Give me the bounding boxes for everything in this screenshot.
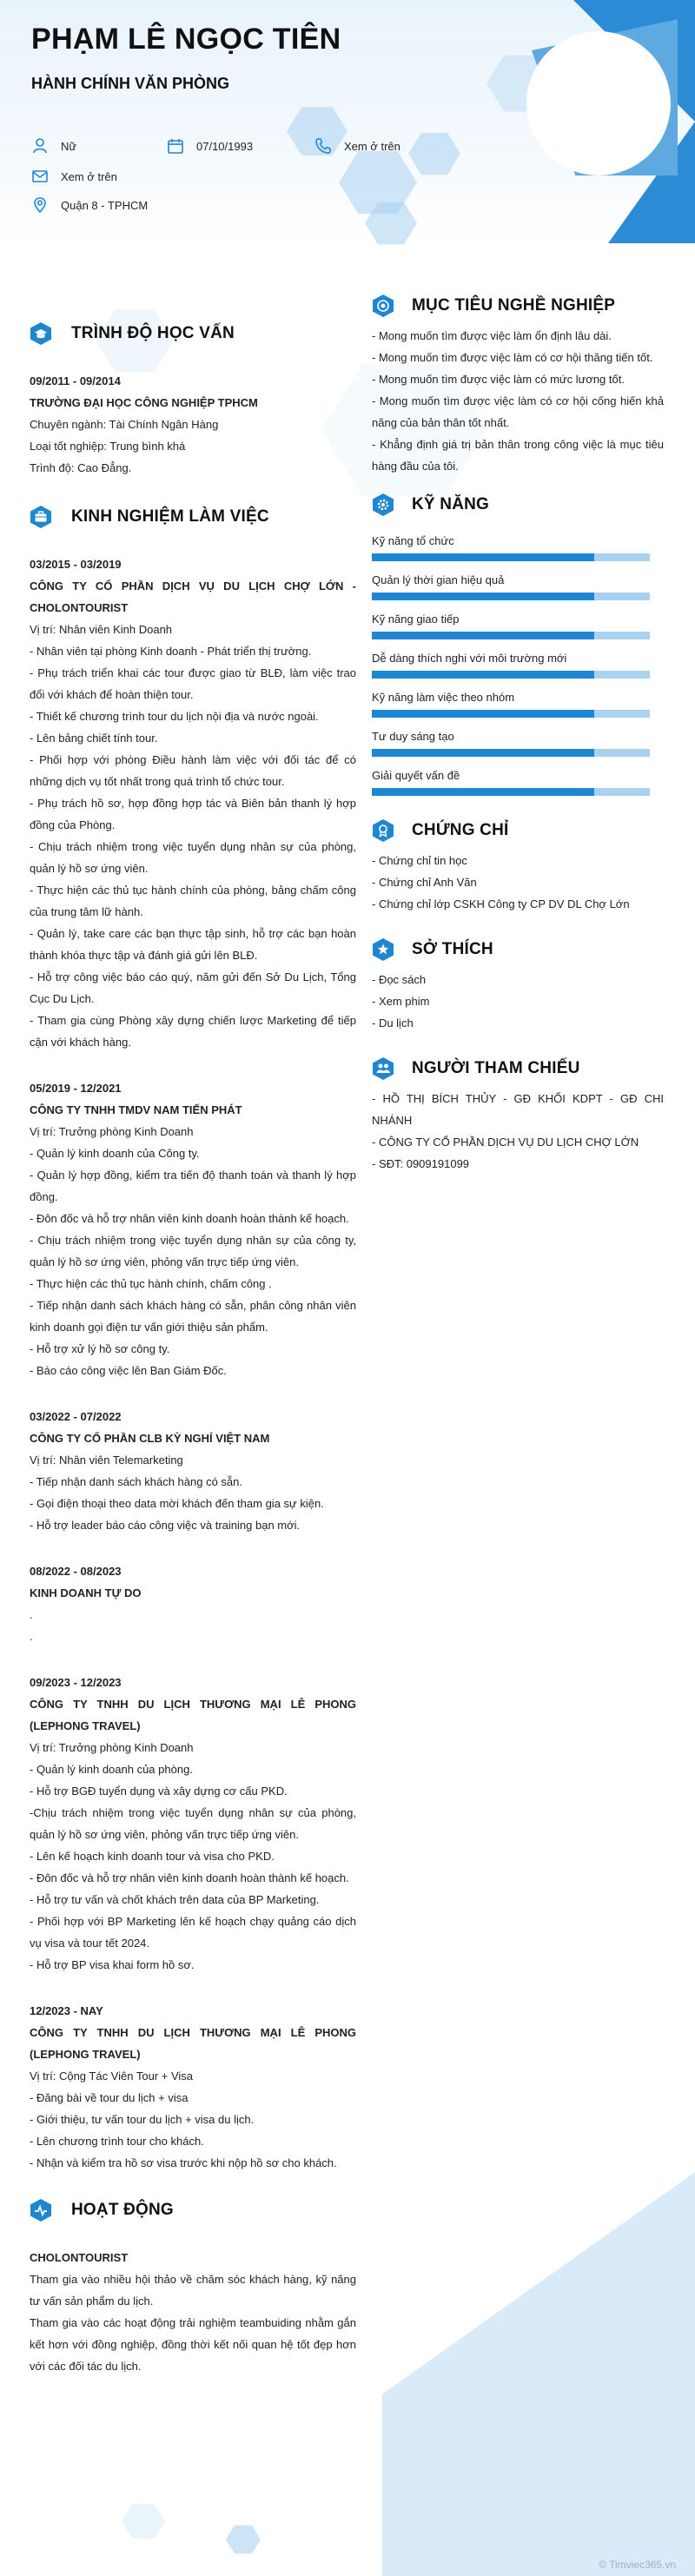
- skill-bar-fill: [372, 593, 594, 600]
- address-value: Quận 8 - TPHCM: [61, 198, 149, 212]
- job-line: - Giới thiệu, tư vấn tour du lịch + visa du lịch.: [30, 2113, 255, 2126]
- objective-line: - Mong muốn tìm được việc làm có cơ hội cống hiến khả năng của bản thân tốt nhất.: [372, 394, 664, 429]
- job-line: - Hỗ trợ BP visa khai form hồ sơ.: [30, 1958, 195, 1971]
- education-line: Chuyên ngành: Tài Chính Ngân Hàng: [30, 418, 219, 431]
- skill-bar-fill: [372, 632, 594, 639]
- hobby-line: - Đọc sách: [372, 973, 427, 986]
- job-line: - Lên kế hoạch kinh doanh tour và visa cho PKD.: [30, 1850, 275, 1863]
- hobby-line: - Du lịch: [372, 1016, 414, 1030]
- job-line: - Đôn đốc và hỗ trợ nhân viên kinh doanh hoàn thành kế hoạch.: [30, 1212, 349, 1225]
- skill-bar-fill: [372, 710, 594, 718]
- skill-item: [372, 687, 664, 718]
- objective-line: - Mong muốn tìm được việc làm ổn định lâu dài.: [372, 329, 612, 342]
- experience-section: [30, 505, 356, 2174]
- activities-line: Tham gia vào nhiều hội thảo về chăm sóc khách hàng, kỹ năng tư vấn sản phẩm du lịch.: [30, 2273, 356, 2308]
- activities-title: HOẠT ĐỘNG: [71, 2201, 174, 2219]
- activities-heading: [30, 2198, 356, 2222]
- certificates-heading: [372, 818, 664, 843]
- skill-bar: [372, 710, 650, 718]
- education-entry: [30, 370, 356, 479]
- certificate-icon: [372, 818, 394, 843]
- skill-bar: [372, 671, 650, 679]
- job-line: Vị trí: Trưởng phòng Kinh Doanh: [30, 1741, 194, 1754]
- hobbies-section: [372, 937, 664, 1034]
- skills-title: KỸ NĂNG: [412, 495, 490, 513]
- job-period: 05/2019 - 12/2021: [30, 1082, 122, 1095]
- skill-label: Kỹ năng tổ chức: [372, 534, 454, 547]
- job-company: CÔNG TY TNHH TMDV NAM TIẾN PHÁT: [30, 1103, 242, 1116]
- job-entry: [30, 553, 356, 1053]
- skill-bar-fill: [372, 553, 594, 561]
- job-line: Vị trí: Nhân viên Kinh Doanh: [30, 623, 173, 636]
- job-line: - Hỗ trợ xử lý hồ sơ công ty.: [30, 1342, 170, 1355]
- job-line: - Phụ trách hồ sơ, hợp đồng hợp tác và Biên bản thanh lý hợp đồng của Phòng.: [30, 797, 356, 831]
- calendar-icon: [167, 137, 184, 155]
- job-company: CÔNG TY TNHH DU LỊCH THƯƠNG MẠI LÊ PHONG (LEPHONG TRAVEL): [30, 2026, 356, 2061]
- job-line: - Quản lý hợp đồng, kiểm tra tiến độ thanh toán và thanh lý hợp đồng.: [30, 1169, 356, 1203]
- skill-label: Tư duy sáng tạo: [372, 730, 454, 743]
- job-company: KINH DOANH TỰ DO: [30, 1586, 142, 1599]
- gender-value: Nữ: [61, 139, 77, 153]
- left-column: [30, 321, 356, 2401]
- skill-label: Kỹ năng giao tiếp: [372, 613, 460, 626]
- activity-icon: [30, 2198, 52, 2222]
- job-line: - Lên chương trình tour cho khách.: [30, 2135, 204, 2148]
- skill-item: [372, 570, 664, 600]
- job-line: - Quản lý kinh doanh của Công ty.: [30, 1147, 200, 1160]
- location-pin-icon: [31, 196, 49, 214]
- header-banner: [0, 0, 695, 245]
- skill-label: Quản lý thời gian hiệu quả: [372, 573, 505, 586]
- job-line: - Hỗ trợ tư vấn và chốt khách trên data của BP Marketing.: [30, 1893, 320, 1906]
- job-period: 09/2023 - 12/2023: [30, 1676, 122, 1689]
- email-value: Xem ở trên: [61, 169, 117, 183]
- job-period: 12/2023 - NAY: [30, 2004, 103, 2017]
- education-heading: [30, 321, 356, 346]
- skill-label: Kỹ năng làm việc theo nhóm: [372, 691, 515, 704]
- education-section: [30, 321, 356, 479]
- job-company: CÔNG TY CỔ PHẦN CLB KỲ NGHỈ VIỆT NAM: [30, 1432, 270, 1445]
- job-line: Vị trí: Trưởng phòng Kinh Doanh: [30, 1125, 194, 1138]
- job-entry: [30, 1672, 356, 1976]
- job-line: -Chịu trách nhiệm trong việc tuyển dụng nhân sự của phòng, quản lý hồ sơ ứng viên, phỏng vấn trực tiếp ứng viên.: [30, 1806, 356, 1841]
- job-line: - Nhân viên tại phòng Kinh doanh - Phát triển thị trường.: [30, 645, 312, 658]
- objective-line: - Mong muốn tìm được việc làm có cơ hội thăng tiến tốt.: [372, 351, 653, 364]
- job-line: - Đôn đốc và hỗ trợ nhân viên kinh doanh hoàn thành kế hoạch.: [30, 1871, 349, 1884]
- skill-label: Giải quyết vấn đề: [372, 769, 460, 782]
- job-line: - Phụ trách triển khai các tour được giao từ BLĐ, làm việc trao đổi với khách để hoàn thiện tour.: [30, 666, 356, 701]
- skill-item: [372, 648, 664, 679]
- education-period: 09/2011 - 09/2014: [30, 374, 121, 387]
- activities-section: [30, 2198, 356, 2377]
- info-gender: [31, 137, 76, 155]
- graduation-cap-icon: [30, 321, 52, 346]
- info-phone: [314, 137, 400, 155]
- skill-label: Dễ dàng thích nghi với môi trường mới: [372, 652, 567, 665]
- job-line: - Đăng bài về tour du lịch + visa: [30, 2091, 189, 2104]
- job-period: 08/2022 - 08/2023: [30, 1565, 122, 1578]
- job-line: - Hỗ trợ leader báo cáo công việc và training bạn mới.: [30, 1519, 301, 1532]
- certificate-line: - Chứng chỉ Anh Văn: [372, 876, 477, 889]
- objective-body: [372, 325, 664, 477]
- reference-line: - SĐT: 0909191099: [372, 1157, 470, 1170]
- info-dob: [167, 137, 253, 155]
- user-icon: [31, 137, 49, 155]
- skills-list: [372, 531, 664, 796]
- candidate-role: HÀNH CHÍNH VĂN PHÒNG: [31, 75, 230, 92]
- job-line: .: [30, 1630, 33, 1643]
- job-line: - Thiết kế chương trình tour du lịch nội địa và nước ngoài.: [30, 710, 319, 723]
- activities-org: CHOLONTOURIST: [30, 2251, 129, 2264]
- job-line: - Lên bảng chiết tính tour.: [30, 732, 158, 745]
- reference-line: - CÔNG TY CỔ PHẦN DỊCH VỤ DU LỊCH CHỢ LỚN: [372, 1136, 639, 1149]
- experience-list: [30, 553, 356, 2174]
- certificates-title: CHỨNG CHỈ: [412, 821, 509, 839]
- skills-heading: [372, 493, 664, 517]
- info-email: [31, 168, 117, 185]
- job-line: - Báo cáo công việc lên Ban Giám Đốc.: [30, 1364, 227, 1377]
- people-icon: [372, 1056, 394, 1081]
- references-body: [372, 1088, 664, 1175]
- skill-item: [372, 531, 664, 561]
- job-company: CÔNG TY CỔ PHẦN DỊCH VỤ DU LỊCH CHỢ LỚN - CHOLONTOURIST: [30, 579, 356, 614]
- dob-value: 07/10/1993: [196, 139, 254, 153]
- objective-title: MỤC TIÊU NGHỀ NGHIỆP: [412, 296, 616, 315]
- briefcase-icon: [30, 505, 52, 529]
- job-entry: [30, 2000, 356, 2174]
- hobbies-title: SỞ THÍCH: [412, 940, 493, 958]
- skill-bar: [372, 749, 650, 757]
- skill-bar-fill: [372, 788, 594, 796]
- skill-bar: [372, 593, 650, 600]
- hobbies-body: [372, 969, 664, 1034]
- job-line: - Thực hiện các thủ tục hành chính của phòng, bảng chấm công của trung tâm lữ hành.: [30, 884, 356, 918]
- decor-hexagon: [122, 2502, 165, 2540]
- watermark: © Timviec365.vn: [599, 2559, 676, 2571]
- job-period: 03/2022 - 07/2022: [30, 1410, 122, 1423]
- activities-entry: [30, 2247, 356, 2377]
- right-column: [372, 294, 664, 1175]
- decor-bottom-right: [382, 2172, 695, 2576]
- job-line: - Quản lý, take care các bạn thực tập sinh, hỗ trợ các bạn hoàn thành khóa thực tập và đánh giá gửi lên BLĐ.: [30, 927, 356, 962]
- job-line: - Chịu trách nhiệm trong việc tuyển dụng nhân sự của công ty, quản lý hồ sơ ứng viên, phỏng vấn trực tiếp ứng viên.: [30, 1234, 356, 1268]
- objective-section: [372, 294, 664, 477]
- job-line: - Tham gia cùng Phòng xây dựng chiến lược Marketing để tiếp cận với khách hàng.: [30, 1014, 356, 1049]
- info-address: [31, 196, 148, 214]
- phone-value: Xem ở trên: [344, 139, 400, 153]
- decor-hexagon: [226, 2524, 261, 2555]
- job-line: - Chịu trách nhiệm trong việc tuyển dụng nhân sự của phòng, quản lý hồ sơ ứng viên.: [30, 840, 356, 875]
- education-line: Loại tốt nghiệp: Trung bình khá: [30, 440, 186, 453]
- skill-bar: [372, 788, 650, 796]
- email-icon: [31, 168, 49, 185]
- job-line: - Nhận và kiểm tra hồ sơ visa trước khi nộp hồ sơ cho khách.: [30, 2156, 337, 2169]
- job-line: - Thực hiện các thủ tục hành chính, chấm công .: [30, 1277, 272, 1290]
- skill-bar-fill: [372, 671, 594, 679]
- job-line: Vị trí: Nhân viên Telemarketing: [30, 1454, 183, 1467]
- objective-heading: [372, 294, 664, 318]
- job-company: CÔNG TY TNHH DU LỊCH THƯƠNG MẠI LÊ PHONG (LEPHONG TRAVEL): [30, 1698, 356, 1732]
- skill-bar-fill: [372, 749, 594, 757]
- skill-bar: [372, 632, 650, 639]
- experience-title: KINH NGHIỆM LÀM VIỆC: [71, 507, 269, 526]
- references-section: [372, 1056, 664, 1175]
- skill-item: [372, 726, 664, 757]
- job-line: - Quản lý kinh doanh của phòng.: [30, 1763, 193, 1776]
- references-heading: [372, 1056, 664, 1081]
- candidate-name: PHẠM LÊ NGỌC TIÊN: [31, 23, 341, 56]
- skill-bar: [372, 553, 650, 561]
- job-entry: [30, 1077, 356, 1381]
- education-title: TRÌNH ĐỘ HỌC VẤN: [71, 324, 235, 342]
- certificate-line: - Chứng chỉ lớp CSKH Công ty CP DV DL Chợ Lớn: [372, 897, 630, 911]
- target-icon: [372, 294, 394, 318]
- job-line: - Phối hợp với BP Marketing lên kế hoạch chạy quảng cáo dịch vụ visa và tour tết 2024.: [30, 1915, 356, 1950]
- phone-icon: [314, 137, 332, 155]
- star-icon: [372, 937, 394, 962]
- job-period: 03/2015 - 03/2019: [30, 558, 122, 571]
- decor-hexagon: [408, 130, 460, 177]
- education-line: Trình độ: Cao Đẳng.: [30, 461, 132, 474]
- job-line: - Gọi điện thoại theo data mời khách đến tham gia sự kiện.: [30, 1497, 324, 1510]
- avatar: [526, 31, 671, 175]
- certificate-line: - Chứng chỉ tin học: [372, 854, 467, 867]
- job-line: Vị trí: Cộng Tác Viên Tour + Visa: [30, 2069, 194, 2083]
- objective-line: - Mong muốn tìm được việc làm có mức lương tốt.: [372, 373, 625, 386]
- education-school: TRƯỜNG ĐẠI HỌC CÔNG NGHIỆP TPHCM: [30, 396, 258, 409]
- job-line: - Tiếp nhận danh sách khách hàng có sẵn, phân công nhân viên kinh doanh gọi điện tư vấn giới thiệu sản phẩm.: [30, 1299, 356, 1334]
- objective-line: - Khẳng định giá trị bản thân trong công việc là mục tiêu hàng đầu của tôi.: [372, 438, 664, 473]
- activities-line: Tham gia vào các hoạt động trải nghiệm teambuiding nhằm gắn kết hơn với đồng nghiệp, đồng thời kết nối quan hệ tốt đẹp hơn với các đối tác du lịch.: [30, 2316, 356, 2373]
- references-title: NGƯỜI THAM CHIẾU: [412, 1059, 580, 1077]
- job-line: - Hỗ trợ BGĐ tuyển dụng và xây dựng cơ cấu PKD.: [30, 1785, 288, 1798]
- skill-item: [372, 609, 664, 639]
- job-line: - Hỗ trợ công việc báo cáo quý, năm gửi đến Sở Du Lịch, Tổng Cục Du Lịch.: [30, 970, 356, 1005]
- job-entry: [30, 1406, 356, 1536]
- job-line: - Tiếp nhận danh sách khách hàng có sẵn.: [30, 1475, 243, 1488]
- job-line: .: [30, 1608, 33, 1621]
- hobbies-heading: [372, 937, 664, 962]
- job-line: - Phối hợp với phòng Điều hành làm việc với đối tác để có những dịch vụ tốt nhất trong quá trình tổ chức tour.: [30, 753, 356, 788]
- job-entry: [30, 1560, 356, 1647]
- certificates-section: [372, 818, 664, 915]
- gear-icon: [372, 493, 394, 517]
- hobby-line: - Xem phim: [372, 995, 430, 1008]
- skills-section: [372, 493, 664, 796]
- skill-item: [372, 765, 664, 796]
- certificates-body: [372, 850, 664, 915]
- reference-line: - HỒ THỊ BÍCH THỦY - GĐ KHỐI KDPT - GĐ CHI NHÁNH: [372, 1092, 664, 1127]
- experience-heading: [30, 505, 356, 529]
